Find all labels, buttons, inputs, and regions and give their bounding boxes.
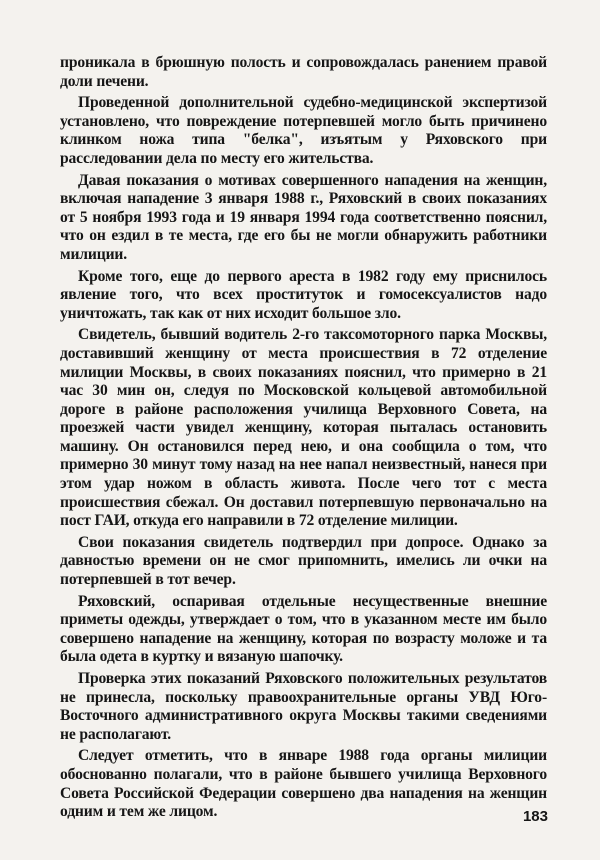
paragraph-7: Ряховский, оспаривая отдельные несущественные внешние приметы одежды, утверждает о том, что в указанном месте им было совершено нападение на женщину, которая по возрасту моложе и та была одета в куртку и вязаную шапочку. (60, 592, 547, 666)
paragraph-6: Свои показания свидетель подтвердил при допросе. Однако за давностью времени он не смог припомнить, имелись ли очки на потерпевшей в тот вечер. (60, 533, 547, 589)
paragraph-8: Проверка этих показаний Ряховского положительных результатов не принесла, поскольку правоохранительные органы УВД Юго-Восточного административного округа Москвы такими сведениями не располагают. (60, 670, 547, 743)
paragraph-1: проникала в брюшную полость и сопровождалась ранением правой доли печени. (60, 54, 547, 90)
paragraph-5: Свидетель, бывший водитель 2-го таксомоторного парка Москвы, доставивший женщину от места происшествия в 72 отделение милиции Москвы, в своих показаниях пояснил, что примерно в 21 час 30 мин он, следуя по Московской кольцевой автомобильной дороге в районе расположения училища Верховного Совета, на проезжей части увидел женщину, которая пыталась остановить машину. Он остановился перед нею, и она сообщила о том, что примерно 30 минут тому назад на нее напал неизвестный, нанеся при этом удар ножом в область живота. После чего тот с места происшествия сбежал. Он доставил потерпевшую первоначально на пост ГАИ, откуда его направили в 72 отделение милиции. (60, 326, 547, 530)
paragraph-4: Кроме того, еще до первого ареста в 1982 году ему приснилось явление того, что всех проституток и гомосексуалистов надо уничтожать, так как от них исходит большое зло. (60, 267, 547, 322)
paragraph-3: Давая показания о мотивах совершенного нападения на женщин, включая нападение 3 января 1988 г., Ряховский в своих показаниях от 5 ноября 1993 года и 19 января 1994 года соответственно пояснил, что он ездил в те места, где его бы не могли обнаружить работники милиции. (60, 171, 547, 263)
page-number: 183 (522, 808, 548, 825)
paragraph-9: Следует отметить, что в январе 1988 года органы милиции обоснованно полагали, что в районе бывшего училища Верховного Совета Российской Федерации совершено два нападения на женщин одним и тем же лицом. (60, 747, 547, 821)
page-body (60, 54, 547, 825)
paragraph-2: Проведенной дополнительной судебно-медицинской экспертизой установлено, что повреждение потерпевшей могло быть причинено клинком ножа типа "белка", изъятым у Ряховского при расследовании дела по месту его жительства. (60, 94, 547, 167)
